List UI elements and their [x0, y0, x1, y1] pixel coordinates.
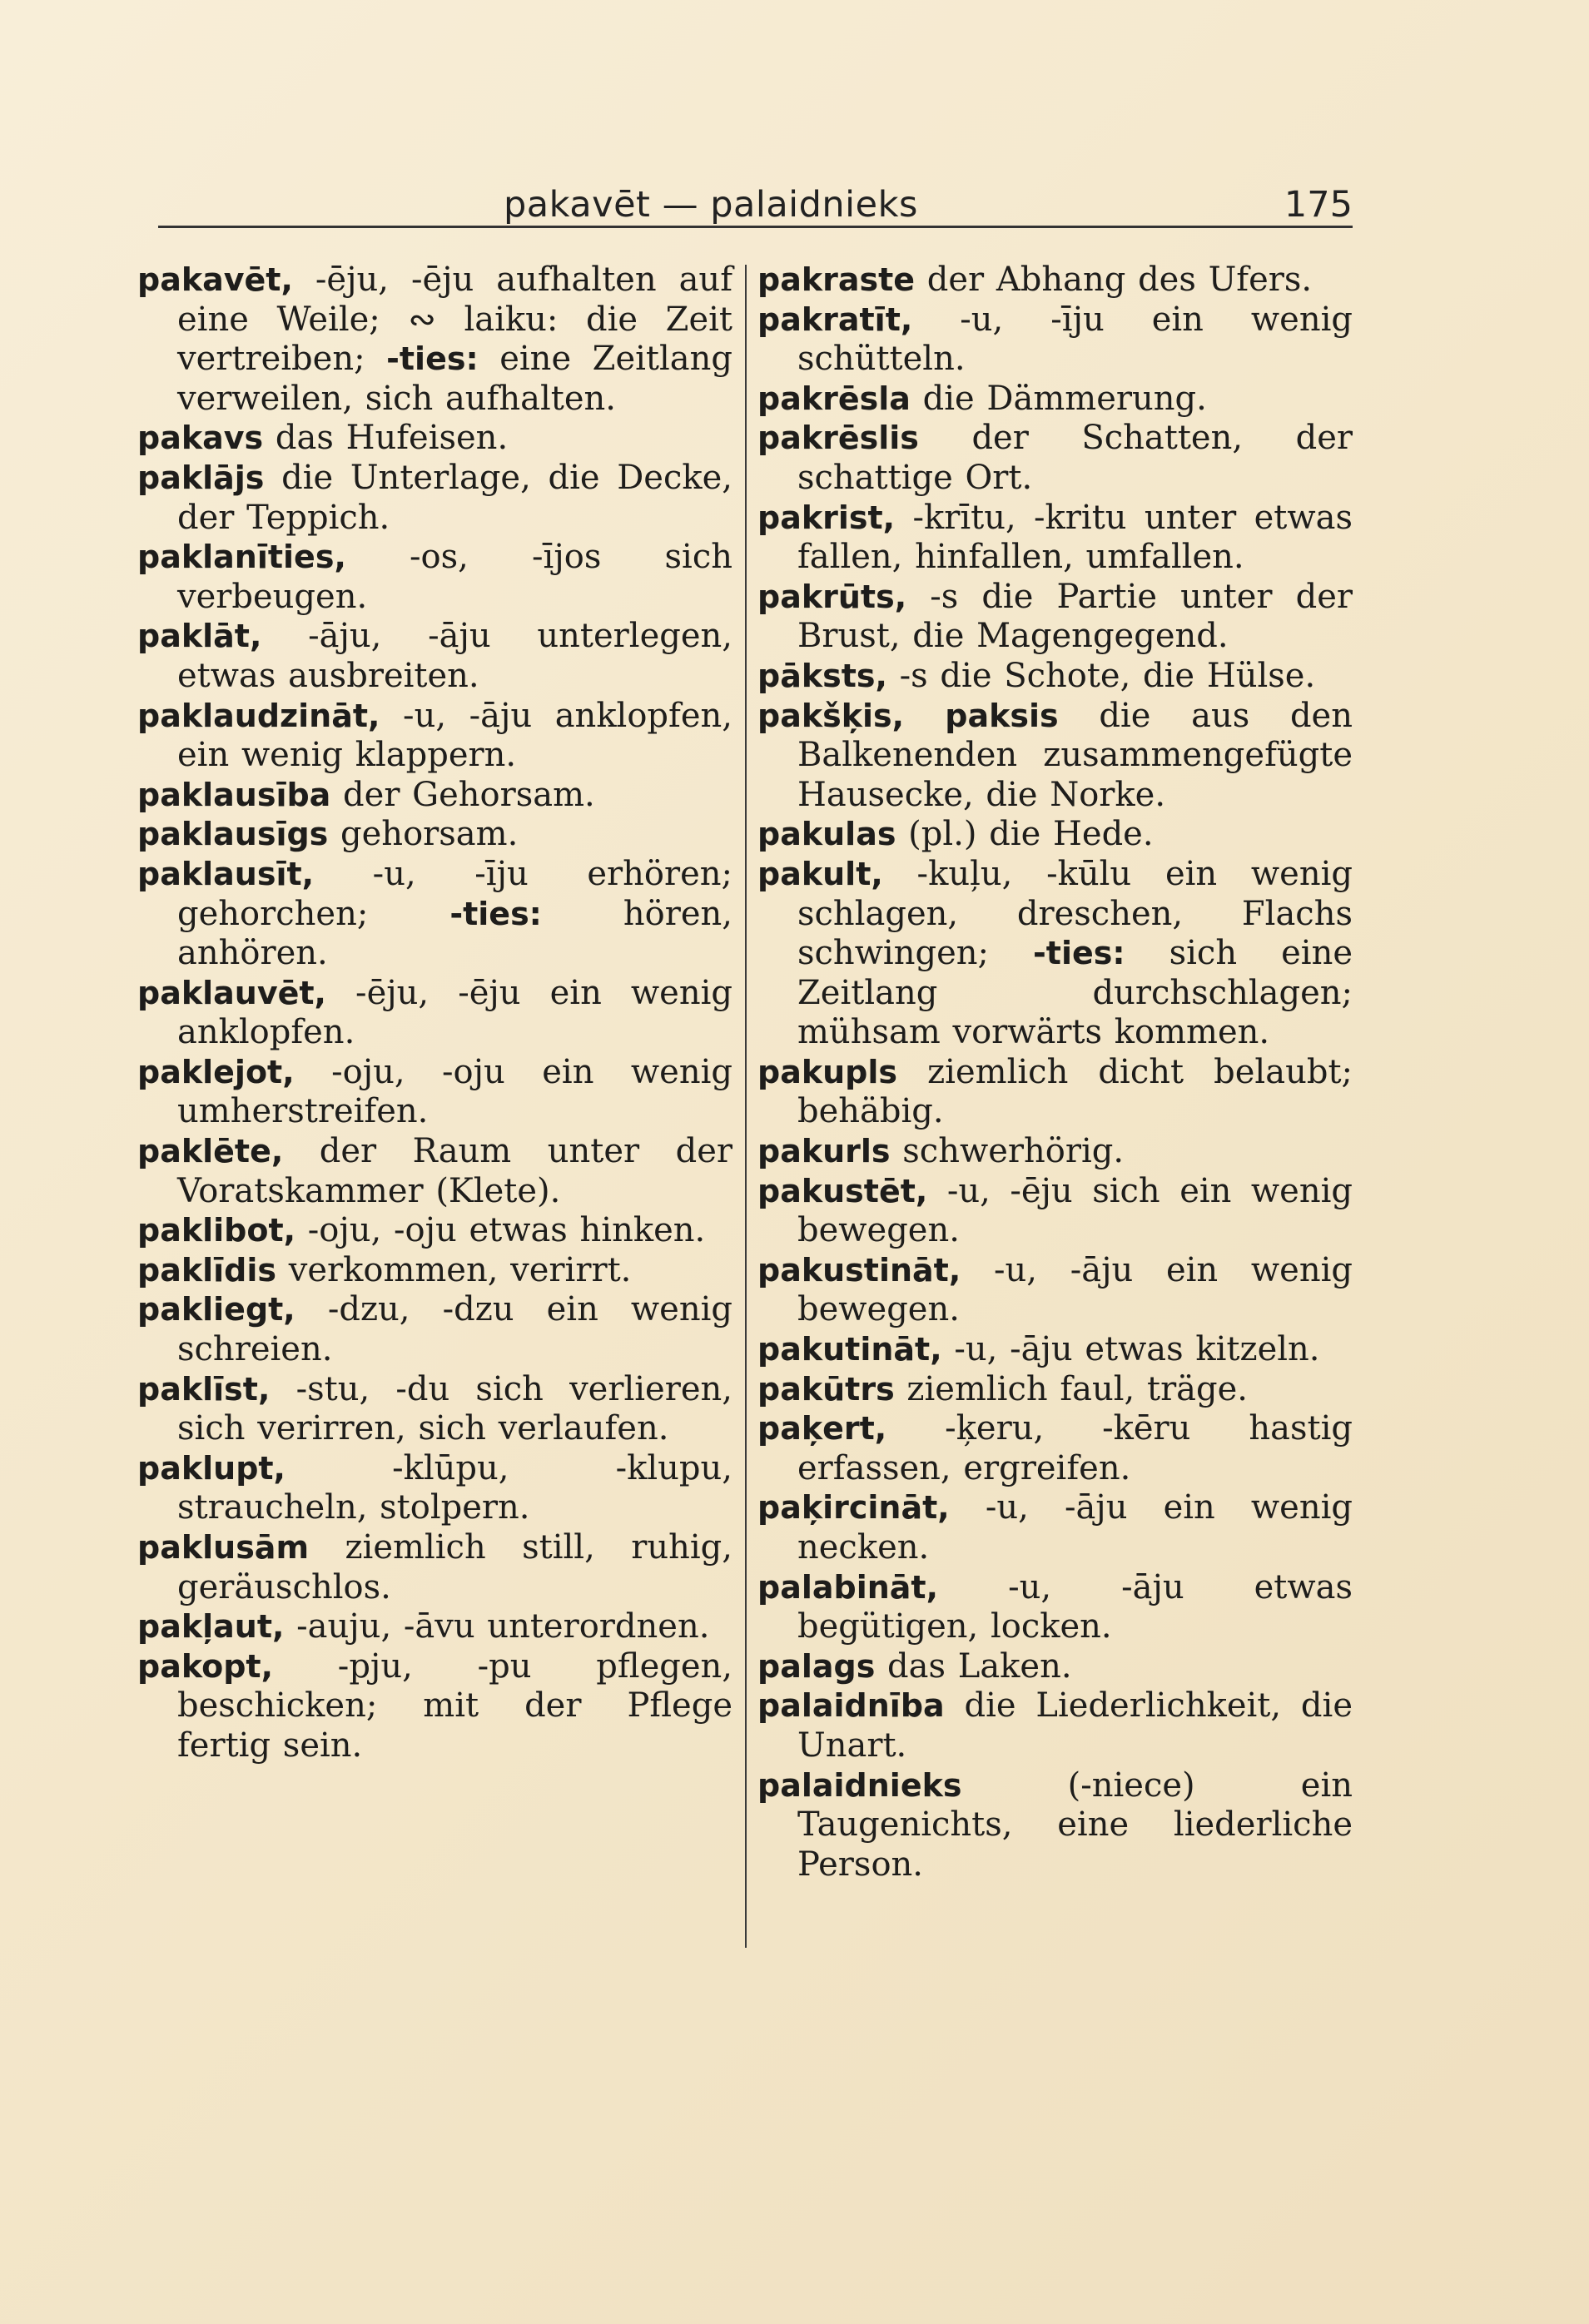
definition: -auju, -āvu unterordnen.: [284, 1607, 710, 1646]
definition: das Hufeisen.: [263, 419, 509, 458]
headword: pāksts,: [757, 657, 887, 694]
entry: [137, 1528, 732, 1607]
entry: [137, 815, 732, 855]
headword: pakopt,: [137, 1647, 274, 1685]
headword: pakustināt,: [757, 1251, 961, 1289]
running-head: pakavēt — palaidnieks: [504, 184, 918, 226]
definition: ziemlich dicht belaubt; behäbig.: [797, 1052, 1353, 1131]
headword: pakavēt,: [137, 261, 293, 298]
headword: paklejot,: [137, 1053, 295, 1090]
entry: [757, 1053, 1353, 1132]
entry: [757, 1766, 1353, 1885]
definition: -oju, -oju etwas hinken.: [295, 1211, 706, 1250]
entry: [137, 1251, 732, 1291]
definition: -stu, -du sich verlieren, sich verirren, sich verlaufen.: [177, 1369, 732, 1448]
headword: pakrist,: [757, 499, 896, 536]
left-column: [137, 261, 732, 1766]
definition: der Abhang des Ufers.: [915, 261, 1313, 299]
entry: [137, 617, 732, 696]
entry: [757, 578, 1353, 657]
reflexive-marker: -ties:: [386, 340, 479, 378]
headword: paklāt,: [137, 618, 262, 655]
entry: [757, 1330, 1353, 1370]
definition: -s die Partie unter der Brust, die Magengegend.: [797, 577, 1353, 656]
column-divider: [745, 265, 747, 1948]
headword: pakupls: [757, 1053, 898, 1090]
definition: -āju, -āju unterlegen, etwas ausbreiten.: [177, 617, 732, 695]
definition: eine Zeitlang verweilen, sich aufhalten.: [177, 340, 732, 418]
headword: paklibot,: [137, 1212, 296, 1249]
headword: pakratīt,: [757, 300, 913, 338]
headword: pakļaut,: [137, 1608, 285, 1646]
headword: palabināt,: [757, 1568, 939, 1606]
entry: [137, 1211, 732, 1251]
definition: -klūpu, -klupu, straucheln, stolpern.: [177, 1448, 732, 1527]
definition: -dzu, -dzu ein wenig schreien.: [177, 1290, 732, 1369]
definition: -os, -ījos sich verbeugen.: [177, 538, 732, 616]
entry: [757, 1568, 1353, 1647]
definition: schwerhörig.: [890, 1132, 1125, 1171]
headword: pakurls: [757, 1133, 891, 1170]
definition: -u, -āju ein wenig necken.: [797, 1488, 1353, 1567]
entry: [757, 380, 1353, 420]
entry: [137, 1607, 732, 1647]
entry: [137, 974, 732, 1053]
definition: das Laken.: [875, 1646, 1072, 1686]
definition: die aus den Balkenenden zusammengefügte Hausecke, die Norke.: [797, 696, 1353, 814]
headword: palags: [757, 1647, 876, 1685]
definition: -ēju, -ēju aufhalten auf eine Weile; ∾ laiku: die Zeit vertreiben;: [177, 261, 732, 379]
definition: -kuļu, -kūlu ein wenig schlagen, dreschen, Flachs schwingen;: [797, 854, 1353, 973]
headword: pakulas: [757, 816, 896, 853]
entry: [137, 1449, 732, 1528]
entry: [757, 1132, 1353, 1172]
entry: [757, 1370, 1353, 1410]
definition: der Gehorsam.: [330, 775, 595, 814]
entry: [137, 261, 732, 419]
headword: paklīst,: [137, 1370, 271, 1408]
entry: [757, 1172, 1353, 1251]
definition: -u, -ēju sich ein wenig bewegen.: [797, 1171, 1353, 1250]
headword: paklaudzināt,: [137, 697, 380, 734]
definition: -ēju, -ēju ein wenig anklopfen.: [177, 973, 732, 1052]
headword: palaidnieks: [757, 1766, 962, 1804]
entry: [137, 459, 732, 538]
entry: [757, 697, 1353, 816]
headword: paklausīgs: [137, 816, 329, 853]
entry: [757, 1647, 1353, 1687]
definition: -u, -āju ein wenig bewegen.: [797, 1250, 1353, 1329]
headword: pakraste: [757, 261, 916, 298]
entry: [757, 261, 1353, 300]
entry: [757, 1686, 1353, 1765]
definition: verkommen, verirrt.: [276, 1250, 632, 1289]
page-number: 175: [1284, 184, 1353, 226]
headword: paklausība: [137, 776, 331, 813]
entry: [137, 1290, 732, 1369]
headword: pakrēsla: [757, 380, 911, 417]
entry: [757, 1409, 1353, 1488]
headword: paklīdis: [137, 1251, 277, 1289]
entry: [757, 300, 1353, 380]
entry: [137, 697, 732, 776]
definition: -u, -āju etwas kitzeln.: [941, 1330, 1320, 1369]
headword: paklājs: [137, 459, 265, 496]
headword: pakliegt,: [137, 1291, 295, 1328]
definition: -krītu, -kritu unter etwas fallen, hinfallen, umfallen.: [797, 498, 1353, 577]
headword: pakustēt,: [757, 1172, 928, 1209]
entry: [757, 499, 1353, 578]
entry: [137, 419, 732, 459]
headword: paklusām: [137, 1529, 310, 1566]
definition: der Raum unter der Voratskammer (Klete).: [177, 1132, 732, 1210]
headword: pakrūts,: [757, 578, 907, 615]
definition: (pl.) die Hede.: [896, 815, 1154, 854]
entry: [757, 657, 1353, 697]
entry: [757, 1251, 1353, 1330]
headword: pakrēslis: [757, 420, 919, 457]
definition: -u, -īju erhören; gehorchen;: [177, 854, 732, 933]
definition: -s die Schote, die Hülse.: [886, 656, 1316, 695]
headword: paķert,: [757, 1410, 887, 1448]
headword: pakūtrs: [757, 1370, 895, 1408]
headword: paklauvēt,: [137, 974, 326, 1011]
definition: die Unterlage, die Decke, der Teppich.: [177, 458, 732, 537]
reflexive-marker: -ties:: [1033, 935, 1125, 972]
definition: der Schatten, der schattige Ort.: [797, 419, 1353, 497]
headword: paklēte,: [137, 1133, 284, 1170]
definition: hören, anhören.: [177, 894, 733, 973]
page-header: [146, 177, 1353, 227]
definition: gehorsam.: [328, 815, 519, 854]
definition: -u, -āju anklopfen, ein wenig klappern.: [177, 696, 732, 775]
header-rule: [158, 226, 1353, 228]
headword: palaidnība: [757, 1687, 945, 1725]
definition: die Dämmerung.: [910, 379, 1207, 418]
reflexive-marker: -ties:: [449, 895, 542, 932]
entry: [757, 815, 1353, 855]
definition: -u, -āju etwas begütigen, locken.: [797, 1567, 1353, 1646]
entry: [137, 1132, 732, 1211]
headword: pakutināt,: [757, 1331, 942, 1368]
entry: [137, 1053, 732, 1132]
headword: paklausīt,: [137, 855, 315, 892]
definition: -ķeru, -kēru hastig erfassen, ergreifen.: [797, 1409, 1353, 1487]
headword: paķircināt,: [757, 1489, 950, 1527]
entry: [137, 1370, 732, 1449]
entry: [757, 419, 1353, 498]
definition: -pju, -pu pflegen, beschicken; mit der Pflege fertig sein.: [177, 1646, 732, 1765]
definition: ziemlich still, ruhig, geräuschlos.: [177, 1528, 732, 1606]
entry: [757, 1488, 1353, 1567]
right-column: [757, 261, 1353, 1885]
definition: ziemlich faul, träge.: [894, 1369, 1249, 1408]
definition: -oju, -oju ein wenig umherstreifen.: [177, 1052, 732, 1131]
definition: -u, -īju ein wenig schütteln.: [797, 300, 1353, 379]
definition: sich eine Zeitlang durchschlagen; mühsam vorwärts kommen.: [797, 934, 1353, 1052]
headword: paklanīties,: [137, 539, 346, 576]
headword: pakult,: [757, 855, 883, 892]
entry: [757, 855, 1353, 1053]
headword: paklupt,: [137, 1449, 286, 1487]
entry: [137, 1647, 732, 1766]
headword: pakavs: [137, 420, 264, 457]
definition: die Liederlichkeit, die Unart.: [797, 1686, 1353, 1765]
entry: [137, 776, 732, 816]
entry: [137, 855, 732, 974]
definition: (-niece) ein Taugenichts, eine liederliche Person.: [797, 1765, 1353, 1884]
entry: [137, 538, 732, 617]
headword: pakšķis, paksis: [757, 697, 1059, 734]
